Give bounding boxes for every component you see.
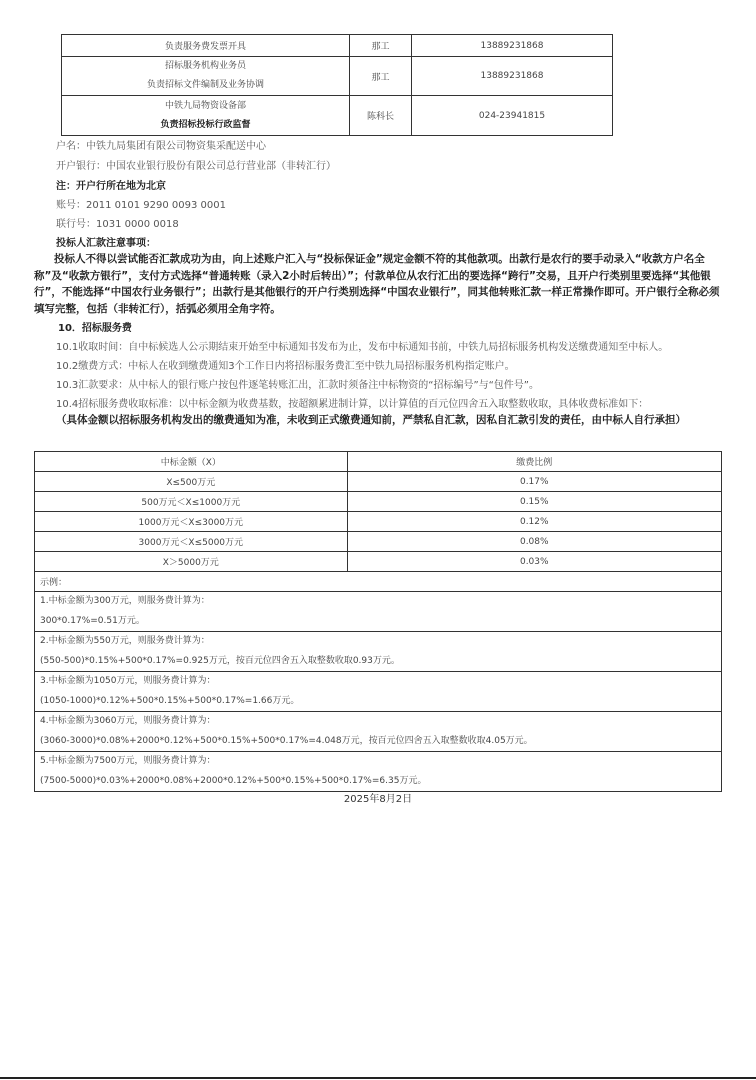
fee-example xyxy=(35,752,722,792)
fee-example-line: 3.中标金额为1050万元，则服务费计算为： xyxy=(40,676,216,686)
fee-example-line: 2.中标金额为550万元，则服务费计算为： xyxy=(40,636,210,646)
fee-example-calc: (550-500)*0.15%+500*0.17%=0.925万元，按百元位四舍五入取整数收取0.93万元。 xyxy=(40,655,400,666)
fee-table xyxy=(34,451,722,792)
remit-notice-heading: 投标人汇款注意事项： xyxy=(56,238,156,249)
document-date: 2025年8月2日 xyxy=(343,794,413,805)
fee-example xyxy=(35,712,722,752)
fee-rate: 0.08% xyxy=(347,532,721,552)
fee-example-row xyxy=(35,632,722,672)
fee-example xyxy=(35,592,722,632)
contact-duty xyxy=(62,96,350,136)
account-bank: 开户银行：中国农业银行股份有限公司总行营业部（非转汇行） xyxy=(56,161,336,172)
fee-example xyxy=(35,632,722,672)
contacts-table xyxy=(61,34,613,136)
fee-example-label: 示例： xyxy=(35,572,722,592)
remit-notice-body: 投标人不得以尝试能否汇款成功为由，向上述账户汇入与“投标保证金”规定金额不符的其他款项。出款行是农行的要手动录入“收款方户名全称”及“收款方银行”，支付方式选择“普通转账（录入2小时后转出）”；付款单位从农行汇出的要选择“跨行”交易，且开户行类别里要选择“其他银行”，不能选择“中国农行业务银行”；出款行是其他银行的开户行类别选择“中国农业银行”，同其他转账汇款一样正常操作即可。开户银行全称必须填写完整，包括（非转汇行），括弧必须用全角字符。 xyxy=(34,253,720,315)
section-10-item: 10.3汇款要求：从中标人的银行账户按包件逐笔转账汇出，汇款时须备注中标物资的“招标编号”与“包件号”。 xyxy=(56,380,539,391)
contact-duty-line: 招标服务机构业务员 xyxy=(164,61,246,71)
fee-example xyxy=(35,672,722,712)
fee-example-calc: (3060-3000)*0.08%+2000*0.12%+500*0.15%+500*0.17%=4.048万元，按百元位四舍五入取整数收取4.05万元。 xyxy=(40,735,533,746)
section-10-note: （具体金额以招标服务机构发出的缴费通知为准，未收到正式缴费通知前，严禁私自汇款，因私自汇款引发的责任，由中标人自行承担） xyxy=(56,414,686,426)
contact-duty xyxy=(62,57,350,96)
section-10-title: 10．招标服务费 xyxy=(58,323,132,334)
section-10-item: 10.1收取时间：自中标候选人公示期结束开始至中标通知书发布为止，发布中标通知书前，中铁九局招标服务机构发送缴费通知至中标人。 xyxy=(56,342,669,353)
fee-rate: 0.17% xyxy=(347,472,721,492)
fee-header-amount: 中标金额（X） xyxy=(35,452,348,472)
page-bottom-rule xyxy=(0,1077,756,1079)
fee-amount-range: 1000万元＜X≤3000万元 xyxy=(35,512,348,532)
fee-rate: 0.03% xyxy=(347,552,721,572)
fee-amount-range: 3000万元＜X≤5000万元 xyxy=(35,532,348,552)
section-10-item: 10.4招标服务费收取标准：以中标金额为收费基数，按超额累进制计算，以计算值的百元位四舍五入取整数收取，具体收费标准如下： xyxy=(56,399,649,410)
fee-row xyxy=(35,472,722,492)
account-number: 账号：2011 0101 9290 0093 0001 xyxy=(56,200,226,211)
fee-example-line: 5.中标金额为7500万元，则服务费计算为： xyxy=(40,756,216,766)
contact-name: 那工 xyxy=(350,35,412,57)
contact-duty-line: 负责招标文件编制及业务协调 xyxy=(146,80,264,90)
fee-example-row xyxy=(35,592,722,632)
contact-phone: 13889231868 xyxy=(412,57,613,96)
contact-name: 陈科长 xyxy=(350,96,412,136)
contact-name: 那工 xyxy=(350,57,412,96)
fee-example-label-row xyxy=(35,572,722,592)
fee-example-calc: (1050-1000)*0.12%+500*0.15%+500*0.17%=1.66万元。 xyxy=(40,695,300,706)
fee-amount-range: X＞5000万元 xyxy=(35,552,348,572)
contact-phone: 024-23941815 xyxy=(412,96,613,136)
contact-row xyxy=(62,35,613,57)
fee-example-row xyxy=(35,672,722,712)
fee-example-line: 4.中标金额为3060万元，则服务费计算为： xyxy=(40,716,216,726)
contact-duty xyxy=(62,35,350,57)
fee-example-row xyxy=(35,712,722,752)
contact-row xyxy=(62,57,613,96)
account-clearing-number: 联行号：1031 0000 0018 xyxy=(56,219,179,230)
fee-amount-range: 500万元＜X≤1000万元 xyxy=(35,492,348,512)
contact-phone: 13889231868 xyxy=(412,35,613,57)
contact-row xyxy=(62,96,613,136)
fee-example-calc: (7500-5000)*0.03%+2000*0.08%+2000*0.12%+500*0.15%+500*0.17%=6.35万元。 xyxy=(40,775,427,786)
fee-example-calc: 300*0.17%=0.51万元。 xyxy=(40,615,145,626)
fee-example-row xyxy=(35,752,722,792)
fee-amount-range: X≤500万元 xyxy=(35,472,348,492)
fee-example-line: 1.中标金额为300万元，则服务费计算为： xyxy=(40,596,210,606)
fee-row xyxy=(35,492,722,512)
account-name: 户名：中铁九局集团有限公司物资集采配送中心 xyxy=(56,141,266,152)
fee-rate: 0.12% xyxy=(347,512,721,532)
account-note: 注：开户行所在地为北京 xyxy=(56,181,166,192)
fee-table-header xyxy=(35,452,722,472)
fee-row xyxy=(35,532,722,552)
fee-row xyxy=(35,512,722,532)
fee-rate: 0.15% xyxy=(347,492,721,512)
section-10-item: 10.2缴费方式：中标人在收到缴费通知3个工作日内将招标服务费汇至中铁九局招标服务机构指定账户。 xyxy=(56,361,515,372)
contact-duty-line: 负责服务费发票开具 xyxy=(164,42,246,52)
contact-duty-line: 中铁九局物资设备部 xyxy=(164,100,246,111)
contact-duty-line: 负责招标投标行政监督 xyxy=(160,119,251,130)
fee-header-rate: 缴费比例 xyxy=(347,452,721,472)
fee-row xyxy=(35,552,722,572)
